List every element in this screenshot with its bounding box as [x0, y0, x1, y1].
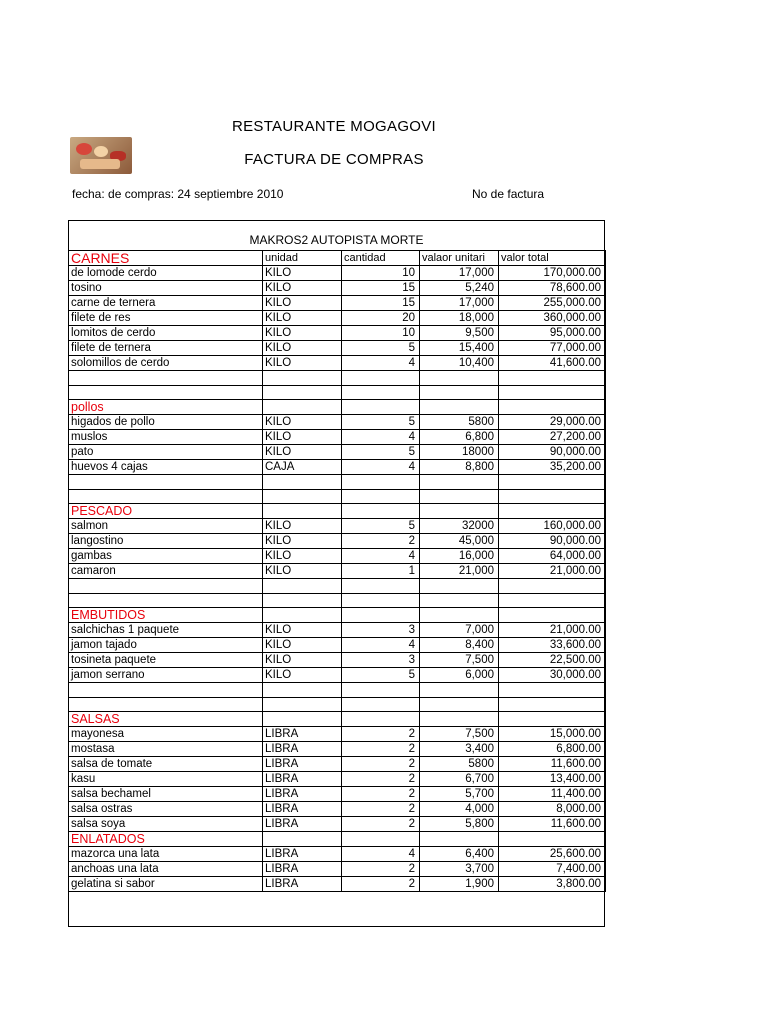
empty-cell [499, 475, 606, 490]
item-name: kasu [69, 772, 263, 787]
item-total: 90,000.00 [499, 534, 606, 549]
table-row [69, 356, 606, 371]
item-quantity: 2 [342, 757, 420, 772]
item-unit-price: 5800 [420, 757, 499, 772]
item-unit-price: 9,500 [420, 326, 499, 341]
empty-cell [499, 832, 606, 847]
empty-cell [263, 608, 342, 623]
item-total: 90,000.00 [499, 445, 606, 460]
table-row [69, 623, 606, 638]
item-unit-price: 5,700 [420, 787, 499, 802]
empty-cell [499, 371, 606, 386]
empty-cell [263, 832, 342, 847]
item-name: gelatina si sabor [69, 877, 263, 892]
empty-cell [499, 504, 606, 519]
category-label: CARNES [69, 251, 263, 266]
table-row [69, 862, 606, 877]
item-name: pato [69, 445, 263, 460]
item-name: filete de res [69, 311, 263, 326]
item-unit: LIBRA [263, 742, 342, 757]
item-total: 27,200.00 [499, 430, 606, 445]
item-total: 21,000.00 [499, 564, 606, 579]
table-row [69, 460, 606, 475]
table-row [69, 877, 606, 892]
item-total: 21,000.00 [499, 623, 606, 638]
empty-cell [342, 385, 420, 400]
item-unit-price: 16,000 [420, 549, 499, 564]
item-unit-price: 17,000 [420, 266, 499, 281]
empty-cell [342, 697, 420, 712]
item-unit-price: 6,000 [420, 668, 499, 683]
item-unit-price: 5,240 [420, 281, 499, 296]
category-row [69, 400, 606, 415]
item-total: 11,600.00 [499, 757, 606, 772]
table-row [69, 415, 606, 430]
item-quantity: 4 [342, 847, 420, 862]
item-unit: LIBRA [263, 862, 342, 877]
empty-cell [420, 475, 499, 490]
category-row [69, 251, 606, 266]
table-row [69, 326, 606, 341]
item-unit-price: 1,900 [420, 877, 499, 892]
item-quantity: 4 [342, 549, 420, 564]
store-name: MAKROS2 AUTOPISTA MORTE [249, 233, 424, 247]
table-row [69, 668, 606, 683]
empty-cell [69, 371, 263, 386]
item-quantity: 2 [342, 534, 420, 549]
empty-cell [420, 371, 499, 386]
item-unit-price: 8,800 [420, 460, 499, 475]
item-unit: KILO [263, 266, 342, 281]
item-quantity: 2 [342, 877, 420, 892]
item-quantity: 4 [342, 356, 420, 371]
item-unit-price: 5,800 [420, 817, 499, 832]
item-quantity: 5 [342, 415, 420, 430]
item-name: salsa soya [69, 817, 263, 832]
item-total: 8,000.00 [499, 802, 606, 817]
table-row [69, 281, 606, 296]
item-unit-price: 18,000 [420, 311, 499, 326]
item-unit: LIBRA [263, 847, 342, 862]
empty-cell [499, 683, 606, 698]
item-quantity: 4 [342, 430, 420, 445]
item-name: de lomode cerdo [69, 266, 263, 281]
category-label: pollos [69, 400, 263, 415]
item-quantity: 3 [342, 653, 420, 668]
item-unit-price: 6,800 [420, 430, 499, 445]
blank-row [69, 371, 606, 386]
category-row [69, 504, 606, 519]
item-total: 35,200.00 [499, 460, 606, 475]
blank-row [69, 697, 606, 712]
item-quantity: 15 [342, 296, 420, 311]
item-quantity: 5 [342, 668, 420, 683]
empty-cell [69, 475, 263, 490]
empty-cell [499, 579, 606, 594]
empty-cell [420, 832, 499, 847]
item-name: jamon tajado [69, 638, 263, 653]
category-label: ENLATADOS [69, 832, 263, 847]
empty-cell [342, 608, 420, 623]
empty-cell [263, 504, 342, 519]
item-unit: KILO [263, 326, 342, 341]
empty-cell [420, 504, 499, 519]
item-quantity: 15 [342, 281, 420, 296]
table-row [69, 430, 606, 445]
item-unit: KILO [263, 638, 342, 653]
table-row [69, 638, 606, 653]
item-name: salsa bechamel [69, 787, 263, 802]
empty-cell [342, 712, 420, 727]
empty-cell [342, 504, 420, 519]
table-row [69, 266, 606, 281]
item-quantity: 2 [342, 727, 420, 742]
item-unit-price: 4,000 [420, 802, 499, 817]
item-name: tosino [69, 281, 263, 296]
table-row [69, 534, 606, 549]
empty-cell [69, 593, 263, 608]
empty-cell [499, 593, 606, 608]
table-row [69, 445, 606, 460]
item-quantity: 10 [342, 326, 420, 341]
item-unit-price: 7,000 [420, 623, 499, 638]
item-total: 7,400.00 [499, 862, 606, 877]
item-unit: KILO [263, 623, 342, 638]
table-row [69, 847, 606, 862]
empty-cell [420, 489, 499, 504]
category-label: SALSAS [69, 712, 263, 727]
item-unit: KILO [263, 296, 342, 311]
item-total: 33,600.00 [499, 638, 606, 653]
item-total: 30,000.00 [499, 668, 606, 683]
item-total: 160,000.00 [499, 519, 606, 534]
item-total: 78,600.00 [499, 281, 606, 296]
item-unit-price: 8,400 [420, 638, 499, 653]
item-unit-price: 32000 [420, 519, 499, 534]
item-unit-price: 45,000 [420, 534, 499, 549]
item-unit: KILO [263, 415, 342, 430]
item-name: tosineta paquete [69, 653, 263, 668]
table-row [69, 757, 606, 772]
empty-cell [420, 400, 499, 415]
table-row [69, 817, 606, 832]
empty-cell [420, 712, 499, 727]
item-unit: KILO [263, 564, 342, 579]
item-quantity: 3 [342, 623, 420, 638]
item-name: salchichas 1 paquete [69, 623, 263, 638]
restaurant-title: RESTAURANTE MOGAGOVI [231, 118, 437, 135]
table-row [69, 311, 606, 326]
invoice-number-label: No de factura [472, 187, 545, 201]
item-name: salsa ostras [69, 802, 263, 817]
item-unit: LIBRA [263, 727, 342, 742]
item-quantity: 20 [342, 311, 420, 326]
item-quantity: 10 [342, 266, 420, 281]
category-row [69, 608, 606, 623]
item-unit-price: 21,000 [420, 564, 499, 579]
item-unit: KILO [263, 549, 342, 564]
category-label: EMBUTIDOS [69, 608, 263, 623]
empty-cell [342, 832, 420, 847]
item-name: muslos [69, 430, 263, 445]
item-name: camaron [69, 564, 263, 579]
table-row [69, 341, 606, 356]
table-row [69, 564, 606, 579]
empty-cell [342, 593, 420, 608]
blank-row [69, 475, 606, 490]
table-row [69, 549, 606, 564]
item-name: salsa de tomate [69, 757, 263, 772]
item-unit-price: 6,700 [420, 772, 499, 787]
item-unit: CAJA [263, 460, 342, 475]
empty-cell [499, 385, 606, 400]
item-name: gambas [69, 549, 263, 564]
item-unit: KILO [263, 430, 342, 445]
item-total: 13,400.00 [499, 772, 606, 787]
item-total: 3,800.00 [499, 877, 606, 892]
empty-cell [342, 683, 420, 698]
empty-cell [342, 371, 420, 386]
item-total: 6,800.00 [499, 742, 606, 757]
table-row [69, 802, 606, 817]
empty-cell [342, 489, 420, 504]
item-total: 64,000.00 [499, 549, 606, 564]
empty-cell [420, 579, 499, 594]
empty-cell [420, 608, 499, 623]
empty-cell [420, 593, 499, 608]
item-unit-price: 10,400 [420, 356, 499, 371]
item-unit: KILO [263, 281, 342, 296]
empty-cell [263, 475, 342, 490]
item-quantity: 1 [342, 564, 420, 579]
item-unit: KILO [263, 356, 342, 371]
category-label: PESCADO [69, 504, 263, 519]
item-unit: LIBRA [263, 802, 342, 817]
item-unit-price: 18000 [420, 445, 499, 460]
empty-cell [499, 697, 606, 712]
table-row [69, 727, 606, 742]
food-photo-icon [70, 137, 132, 174]
blank-row [69, 385, 606, 400]
empty-cell [499, 489, 606, 504]
item-unit: LIBRA [263, 757, 342, 772]
empty-cell [69, 489, 263, 504]
item-name: anchoas una lata [69, 862, 263, 877]
item-unit-price: 15,400 [420, 341, 499, 356]
item-name: langostino [69, 534, 263, 549]
item-name: lomitos de cerdo [69, 326, 263, 341]
item-quantity: 5 [342, 445, 420, 460]
item-name: mostasa [69, 742, 263, 757]
empty-cell [263, 579, 342, 594]
item-quantity: 2 [342, 862, 420, 877]
item-total: 41,600.00 [499, 356, 606, 371]
item-total: 170,000.00 [499, 266, 606, 281]
empty-cell [342, 475, 420, 490]
item-unit: KILO [263, 534, 342, 549]
table-row [69, 653, 606, 668]
blank-row [69, 593, 606, 608]
item-quantity: 2 [342, 772, 420, 787]
item-total: 11,400.00 [499, 787, 606, 802]
item-unit: KILO [263, 668, 342, 683]
empty-cell [263, 712, 342, 727]
empty-cell [420, 697, 499, 712]
item-quantity: 2 [342, 817, 420, 832]
empty-cell [263, 593, 342, 608]
item-unit: LIBRA [263, 787, 342, 802]
item-total: 22,500.00 [499, 653, 606, 668]
empty-cell [499, 400, 606, 415]
item-unit: KILO [263, 653, 342, 668]
empty-cell [69, 579, 263, 594]
empty-cell [342, 579, 420, 594]
column-header: valaor unitari [420, 251, 499, 266]
item-name: filete de ternera [69, 341, 263, 356]
item-total: 360,000.00 [499, 311, 606, 326]
empty-cell [499, 608, 606, 623]
empty-cell [420, 683, 499, 698]
item-name: huevos 4 cajas [69, 460, 263, 475]
item-quantity: 5 [342, 341, 420, 356]
item-unit: LIBRA [263, 817, 342, 832]
item-unit-price: 3,700 [420, 862, 499, 877]
item-unit-price: 17,000 [420, 296, 499, 311]
item-name: mazorca una lata [69, 847, 263, 862]
item-unit: KILO [263, 445, 342, 460]
category-row [69, 832, 606, 847]
table-row [69, 772, 606, 787]
empty-cell [263, 697, 342, 712]
purchase-table [68, 250, 606, 892]
item-unit-price: 7,500 [420, 653, 499, 668]
item-total: 15,000.00 [499, 727, 606, 742]
table-row [69, 787, 606, 802]
blank-row [69, 579, 606, 594]
column-header: valor total [499, 251, 606, 266]
item-name: jamon serrano [69, 668, 263, 683]
item-quantity: 4 [342, 460, 420, 475]
item-name: carne de ternera [69, 296, 263, 311]
empty-cell [263, 683, 342, 698]
item-name: solomillos de cerdo [69, 356, 263, 371]
item-unit-price: 3,400 [420, 742, 499, 757]
item-name: salmon [69, 519, 263, 534]
document-title: FACTURA DE COMPRAS [244, 151, 424, 168]
item-total: 95,000.00 [499, 326, 606, 341]
item-quantity: 2 [342, 742, 420, 757]
item-unit-price: 5800 [420, 415, 499, 430]
item-unit-price: 7,500 [420, 727, 499, 742]
empty-cell [263, 400, 342, 415]
empty-cell [69, 683, 263, 698]
item-quantity: 2 [342, 802, 420, 817]
item-unit-price: 6,400 [420, 847, 499, 862]
table-row [69, 742, 606, 757]
empty-cell [499, 712, 606, 727]
item-unit: KILO [263, 519, 342, 534]
table-row [69, 296, 606, 311]
item-name: mayonesa [69, 727, 263, 742]
purchase-date: fecha: de compras: 24 septiembre 2010 [72, 187, 284, 201]
empty-cell [263, 489, 342, 504]
item-total: 29,000.00 [499, 415, 606, 430]
column-header: cantidad [342, 251, 420, 266]
empty-cell [420, 385, 499, 400]
blank-row [69, 489, 606, 504]
item-total: 255,000.00 [499, 296, 606, 311]
item-total: 77,000.00 [499, 341, 606, 356]
empty-cell [342, 400, 420, 415]
item-total: 11,600.00 [499, 817, 606, 832]
empty-cell [263, 371, 342, 386]
item-quantity: 4 [342, 638, 420, 653]
category-row [69, 712, 606, 727]
empty-cell [69, 697, 263, 712]
table-row [69, 519, 606, 534]
item-total: 25,600.00 [499, 847, 606, 862]
item-quantity: 2 [342, 787, 420, 802]
empty-cell [263, 385, 342, 400]
item-unit: KILO [263, 341, 342, 356]
item-unit: LIBRA [263, 772, 342, 787]
empty-cell [69, 385, 263, 400]
item-name: higados de pollo [69, 415, 263, 430]
column-header: unidad [263, 251, 342, 266]
item-quantity: 5 [342, 519, 420, 534]
item-unit: KILO [263, 311, 342, 326]
blank-row [69, 683, 606, 698]
item-unit: LIBRA [263, 877, 342, 892]
